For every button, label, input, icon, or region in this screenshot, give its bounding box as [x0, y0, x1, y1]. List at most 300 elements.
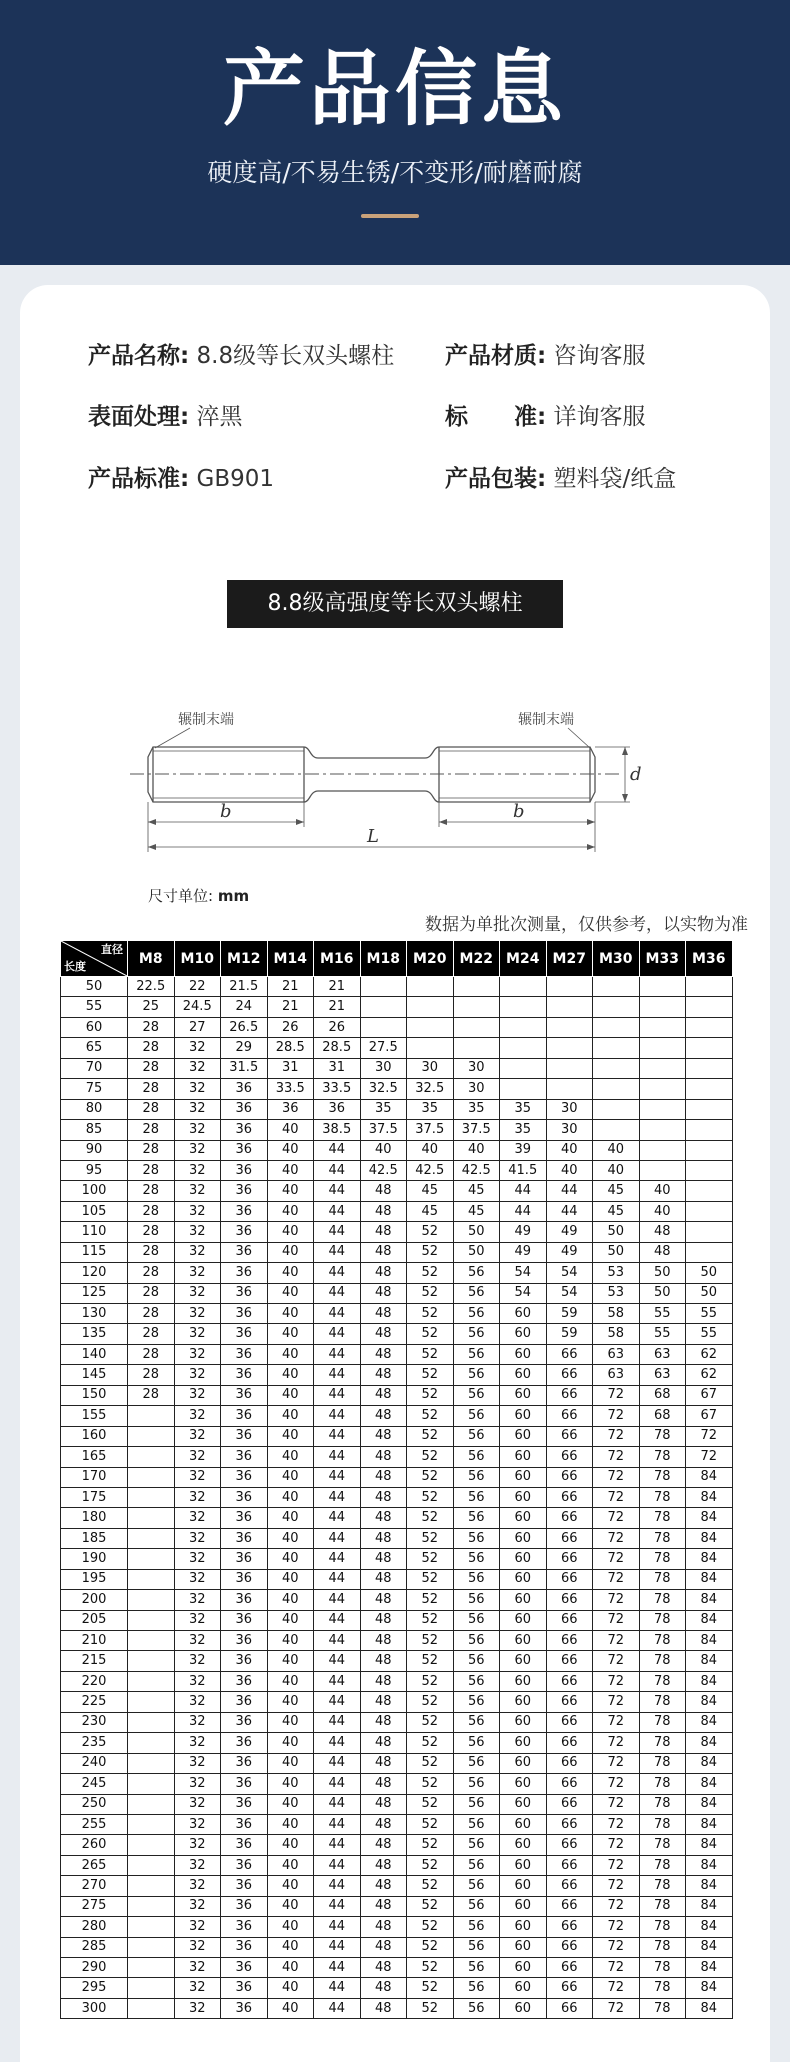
info-product-standard [88, 464, 274, 494]
length-cell: 100 [61, 1181, 128, 1201]
table-cell: 72 [593, 1998, 640, 2018]
table-cell: 52 [407, 1447, 454, 1467]
table-cell: 44 [314, 1590, 361, 1610]
table-cell: 50 [639, 1263, 686, 1283]
table-cell: 28 [128, 1222, 175, 1242]
length-cell: 300 [61, 1998, 128, 2018]
table-cell: 84 [686, 1692, 733, 1712]
table-cell: 78 [639, 1651, 686, 1671]
table-cell: 40 [267, 1998, 314, 2018]
table-cell: 52 [407, 1365, 454, 1385]
table-row [61, 1038, 733, 1058]
table-cell: 48 [360, 1304, 407, 1324]
table-cell: 36 [221, 1242, 268, 1262]
table-cell: 60 [500, 1426, 547, 1446]
table-cell: 56 [453, 1590, 500, 1610]
column-header: M18 [360, 941, 407, 977]
table-cell: 66 [546, 1917, 593, 1937]
table-cell: 66 [546, 1692, 593, 1712]
table-cell: 33.5 [314, 1079, 361, 1099]
table-cell: 32 [174, 1978, 221, 1998]
table-cell: 40 [593, 1140, 640, 1160]
table-cell: 72 [593, 1528, 640, 1548]
info-value: 塑料袋/纸盒 [553, 466, 677, 492]
table-cell: 52 [407, 1958, 454, 1978]
table-cell: 40 [267, 1876, 314, 1896]
table-cell [128, 1651, 175, 1671]
table-cell [128, 1610, 175, 1630]
table-cell: 66 [546, 1528, 593, 1548]
table-cell: 56 [453, 1487, 500, 1507]
table-cell: 44 [546, 1181, 593, 1201]
table-cell: 56 [453, 1733, 500, 1753]
length-cell: 265 [61, 1855, 128, 1875]
table-cell: 78 [639, 1896, 686, 1916]
table-cell: 44 [314, 1855, 361, 1875]
table-row [61, 1344, 733, 1364]
table-cell: 78 [639, 1590, 686, 1610]
table-cell: 44 [314, 1406, 361, 1426]
table-cell: 44 [314, 1201, 361, 1221]
table-cell: 48 [360, 1631, 407, 1651]
table-cell: 60 [500, 1406, 547, 1426]
table-cell: 32 [174, 1814, 221, 1834]
table-row [61, 1651, 733, 1671]
table-cell: 37.5 [360, 1120, 407, 1140]
table-cell: 32 [174, 1447, 221, 1467]
table-cell: 72 [593, 1569, 640, 1589]
table-cell: 72 [593, 1774, 640, 1794]
table-cell: 36 [221, 1222, 268, 1242]
table-cell: 62 [686, 1365, 733, 1385]
table-cell: 37.5 [407, 1120, 454, 1140]
table-cell: 28 [128, 1120, 175, 1140]
table-cell: 44 [314, 1528, 361, 1548]
table-cell: 44 [546, 1201, 593, 1221]
table-cell: 32 [174, 1099, 221, 1119]
table-row [61, 1447, 733, 1467]
table-cell [639, 1017, 686, 1037]
table-cell [546, 1017, 593, 1037]
table-cell: 28 [128, 1242, 175, 1262]
table-cell: 60 [500, 1692, 547, 1712]
table-cell: 42.5 [453, 1160, 500, 1180]
table-cell: 56 [453, 1774, 500, 1794]
table-cell: 59 [546, 1304, 593, 1324]
table-cell: 32 [174, 1120, 221, 1140]
table-cell: 44 [314, 1487, 361, 1507]
table-cell: 68 [639, 1406, 686, 1426]
table-cell: 44 [314, 1385, 361, 1405]
table-cell: 66 [546, 1753, 593, 1773]
table-cell: 44 [314, 1651, 361, 1671]
table-cell: 36 [221, 1569, 268, 1589]
table-cell: 44 [314, 1733, 361, 1753]
table-cell [639, 1160, 686, 1180]
table-cell: 48 [360, 1385, 407, 1405]
table-cell: 60 [500, 1774, 547, 1794]
table-cell: 40 [267, 1753, 314, 1773]
table-row [61, 1017, 733, 1037]
length-cell: 260 [61, 1835, 128, 1855]
length-cell: 270 [61, 1876, 128, 1896]
table-cell: 60 [500, 1508, 547, 1528]
table-cell: 40 [267, 1467, 314, 1487]
table-cell [500, 1038, 547, 1058]
table-cell [593, 1120, 640, 1140]
table-cell: 36 [221, 1263, 268, 1283]
table-cell: 32 [174, 1242, 221, 1262]
table-cell: 52 [407, 1467, 454, 1487]
table-cell: 36 [221, 1344, 268, 1364]
table-cell [128, 1549, 175, 1569]
table-cell: 55 [639, 1304, 686, 1324]
table-cell: 44 [314, 1508, 361, 1528]
table-cell: 21 [314, 997, 361, 1017]
table-cell: 52 [407, 1876, 454, 1896]
table-cell: 21 [314, 977, 361, 997]
table-cell: 44 [314, 1181, 361, 1201]
table-cell: 60 [500, 1549, 547, 1569]
table-cell: 38.5 [314, 1120, 361, 1140]
table-cell: 40 [267, 1181, 314, 1201]
table-cell: 32 [174, 1937, 221, 1957]
length-cell: 225 [61, 1692, 128, 1712]
table-cell [407, 997, 454, 1017]
table-cell [546, 1079, 593, 1099]
table-cell: 72 [593, 1712, 640, 1732]
table-row [61, 1631, 733, 1651]
table-cell: 72 [593, 1794, 640, 1814]
table-cell: 28 [128, 1324, 175, 1344]
table-cell: 48 [360, 1733, 407, 1753]
table-cell: 60 [500, 1876, 547, 1896]
table-cell [128, 1712, 175, 1732]
table-cell [128, 1406, 175, 1426]
table-cell: 32 [174, 1917, 221, 1937]
table-cell: 32 [174, 1569, 221, 1589]
table-cell: 36 [221, 1814, 268, 1834]
length-cell: 140 [61, 1344, 128, 1364]
table-cell: 56 [453, 1365, 500, 1385]
table-cell: 72 [593, 1508, 640, 1528]
table-row [61, 1671, 733, 1691]
length-cell: 295 [61, 1978, 128, 1998]
table-cell: 48 [360, 1201, 407, 1221]
column-header: M8 [128, 941, 175, 977]
table-cell: 60 [500, 1324, 547, 1344]
table-cell: 40 [267, 1855, 314, 1875]
table-cell: 56 [453, 1835, 500, 1855]
table-cell: 36 [221, 1201, 268, 1221]
table-cell: 84 [686, 1794, 733, 1814]
table-cell: 72 [593, 1814, 640, 1834]
table-cell: 32 [174, 1692, 221, 1712]
table-cell: 52 [407, 1814, 454, 1834]
table-cell: 55 [686, 1324, 733, 1344]
table-row [61, 1324, 733, 1344]
table-cell: 63 [639, 1365, 686, 1385]
length-cell: 290 [61, 1958, 128, 1978]
table-cell: 26 [267, 1017, 314, 1037]
info-label: 产品材质: [445, 343, 547, 369]
table-cell [453, 977, 500, 997]
table-cell: 84 [686, 1467, 733, 1487]
table-cell: 60 [500, 1998, 547, 2018]
length-cell: 65 [61, 1038, 128, 1058]
table-cell: 56 [453, 1896, 500, 1916]
length-cell: 130 [61, 1304, 128, 1324]
table-cell [686, 1120, 733, 1140]
table-cell: 40 [267, 1917, 314, 1937]
table-cell: 42.5 [360, 1160, 407, 1180]
table-row [61, 1937, 733, 1957]
table-cell: 66 [546, 1569, 593, 1589]
table-cell: 32 [174, 1651, 221, 1671]
table-cell: 44 [314, 1426, 361, 1446]
table-cell: 32 [174, 1610, 221, 1630]
table-cell: 40 [267, 1569, 314, 1589]
table-row [61, 1242, 733, 1262]
table-cell [128, 1590, 175, 1610]
table-cell: 68 [639, 1385, 686, 1405]
table-cell: 40 [267, 1201, 314, 1221]
table-cell: 60 [500, 1467, 547, 1487]
table-cell: 56 [453, 1917, 500, 1937]
table-cell: 72 [593, 1917, 640, 1937]
table-cell: 36 [221, 1467, 268, 1487]
table-cell: 40 [267, 1528, 314, 1548]
table-cell [639, 1079, 686, 1099]
table-cell: 40 [267, 1426, 314, 1446]
table-cell: 52 [407, 1222, 454, 1242]
table-cell: 32 [174, 1283, 221, 1303]
table-cell: 32 [174, 1671, 221, 1691]
table-row [61, 997, 733, 1017]
table-cell: 52 [407, 1569, 454, 1589]
table-cell: 60 [500, 1896, 547, 1916]
length-cell: 105 [61, 1201, 128, 1221]
table-row [61, 1692, 733, 1712]
table-cell: 56 [453, 1631, 500, 1651]
header-banner [0, 0, 790, 265]
table-cell: 72 [686, 1426, 733, 1446]
table-row [61, 977, 733, 997]
table-row [61, 1508, 733, 1528]
table-cell: 22 [174, 977, 221, 997]
table-cell: 32 [174, 1794, 221, 1814]
length-cell: 250 [61, 1794, 128, 1814]
table-cell: 48 [360, 1324, 407, 1344]
table-cell: 66 [546, 1651, 593, 1671]
table-cell: 28 [128, 1058, 175, 1078]
table-cell: 44 [314, 1896, 361, 1916]
table-cell: 48 [639, 1242, 686, 1262]
table-cell [128, 1753, 175, 1773]
table-cell: 40 [267, 1794, 314, 1814]
table-cell: 63 [639, 1344, 686, 1364]
table-row [61, 1814, 733, 1834]
table-cell [546, 1058, 593, 1078]
table-cell: 32 [174, 1467, 221, 1487]
table-cell: 66 [546, 1467, 593, 1487]
table-cell: 56 [453, 1549, 500, 1569]
table-cell [639, 977, 686, 997]
length-cell: 185 [61, 1528, 128, 1548]
table-cell: 52 [407, 1917, 454, 1937]
table-cell: 52 [407, 1978, 454, 1998]
length-cell: 150 [61, 1385, 128, 1405]
length-label: L [367, 826, 379, 847]
table-cell: 30 [360, 1058, 407, 1078]
table-cell [500, 977, 547, 997]
info-standard [445, 402, 646, 432]
table-cell: 84 [686, 1528, 733, 1548]
table-cell: 78 [639, 1958, 686, 1978]
table-cell: 54 [500, 1283, 547, 1303]
table-cell [128, 1896, 175, 1916]
table-cell: 66 [546, 1937, 593, 1957]
table-cell: 60 [500, 1487, 547, 1507]
table-cell: 21.5 [221, 977, 268, 997]
table-cell: 36 [267, 1099, 314, 1119]
table-cell: 78 [639, 1835, 686, 1855]
table-cell: 60 [500, 1304, 547, 1324]
table-row [61, 1283, 733, 1303]
table-cell: 36 [221, 1508, 268, 1528]
table-cell: 40 [407, 1140, 454, 1160]
table-cell [593, 1038, 640, 1058]
table-cell: 48 [360, 1426, 407, 1446]
length-cell: 95 [61, 1160, 128, 1180]
table-cell: 72 [593, 1610, 640, 1630]
product-card [20, 285, 770, 2062]
table-cell: 31 [314, 1058, 361, 1078]
table-cell [128, 1692, 175, 1712]
table-cell: 53 [593, 1263, 640, 1283]
table-cell: 50 [686, 1283, 733, 1303]
table-cell: 66 [546, 1671, 593, 1691]
table-row [61, 1079, 733, 1099]
table-cell: 36 [221, 1692, 268, 1712]
table-cell: 32 [174, 1549, 221, 1569]
table-cell: 32 [174, 1528, 221, 1548]
table-cell: 40 [267, 1590, 314, 1610]
table-cell: 72 [593, 1753, 640, 1773]
table-cell: 56 [453, 1937, 500, 1957]
table-row [61, 1978, 733, 1998]
table-cell: 36 [221, 1304, 268, 1324]
table-cell: 32 [174, 1774, 221, 1794]
table-cell: 55 [639, 1324, 686, 1344]
table-cell: 36 [221, 1671, 268, 1691]
table-cell: 40 [267, 1774, 314, 1794]
table-cell: 24.5 [174, 997, 221, 1017]
table-cell: 35 [500, 1120, 547, 1140]
table-cell: 72 [593, 1549, 640, 1569]
table-cell: 72 [593, 1855, 640, 1875]
product-tag: 8.8级高强度等长双头螺柱 [227, 580, 563, 628]
table-cell [686, 1181, 733, 1201]
table-cell [128, 1671, 175, 1691]
table-cell: 40 [267, 1651, 314, 1671]
length-cell: 50 [61, 977, 128, 997]
corner-top-label: 直径 [101, 943, 123, 956]
table-row [61, 1998, 733, 2018]
table-cell: 48 [360, 1263, 407, 1283]
table-cell: 72 [593, 1385, 640, 1405]
table-cell: 78 [639, 1814, 686, 1834]
table-cell: 29 [221, 1038, 268, 1058]
table-cell: 24 [221, 997, 268, 1017]
table-cell [593, 1017, 640, 1037]
table-cell: 48 [360, 1794, 407, 1814]
table-cell: 66 [546, 1814, 593, 1834]
table-cell: 56 [453, 1426, 500, 1446]
table-cell: 84 [686, 1958, 733, 1978]
info-label: 产品包装: [445, 466, 547, 492]
table-cell: 50 [593, 1222, 640, 1242]
table-cell: 44 [314, 1937, 361, 1957]
table-cell: 56 [453, 1528, 500, 1548]
length-cell: 80 [61, 1099, 128, 1119]
table-cell [686, 1058, 733, 1078]
table-cell: 66 [546, 1426, 593, 1446]
table-cell: 52 [407, 1263, 454, 1283]
table-cell: 40 [267, 1344, 314, 1364]
table-cell: 66 [546, 1855, 593, 1875]
table-cell: 48 [360, 1958, 407, 1978]
column-header: M33 [639, 941, 686, 977]
table-cell: 40 [267, 1140, 314, 1160]
table-cell: 60 [500, 1671, 547, 1691]
table-cell: 36 [221, 1160, 268, 1180]
table-row [61, 1201, 733, 1221]
table-cell: 60 [500, 1958, 547, 1978]
table-cell: 78 [639, 1447, 686, 1467]
table-cell: 44 [314, 1324, 361, 1344]
table-cell: 78 [639, 1487, 686, 1507]
table-cell: 72 [686, 1447, 733, 1467]
table-cell: 44 [314, 1774, 361, 1794]
length-cell: 275 [61, 1896, 128, 1916]
table-cell [500, 1058, 547, 1078]
table-cell: 48 [360, 1917, 407, 1937]
table-cell: 28 [128, 1365, 175, 1385]
table-cell: 36 [221, 1181, 268, 1201]
table-cell: 78 [639, 1508, 686, 1528]
table-cell: 32 [174, 1876, 221, 1896]
table-cell: 36 [221, 1447, 268, 1467]
column-header: M20 [407, 941, 454, 977]
table-cell: 48 [360, 1508, 407, 1528]
table-cell: 28.5 [314, 1038, 361, 1058]
table-cell: 50 [453, 1242, 500, 1262]
table-cell: 44 [314, 1712, 361, 1732]
table-cell: 72 [593, 1426, 640, 1446]
table-cell: 66 [546, 1549, 593, 1569]
table-cell: 84 [686, 1998, 733, 2018]
table-cell: 39 [500, 1140, 547, 1160]
table-cell [360, 997, 407, 1017]
table-cell: 84 [686, 1835, 733, 1855]
table-cell: 52 [407, 1242, 454, 1262]
table-cell: 52 [407, 1406, 454, 1426]
table-cell: 84 [686, 1671, 733, 1691]
corner-bottom-label: 长度 [64, 960, 86, 973]
table-cell: 44 [500, 1201, 547, 1221]
table-cell: 60 [500, 1528, 547, 1548]
